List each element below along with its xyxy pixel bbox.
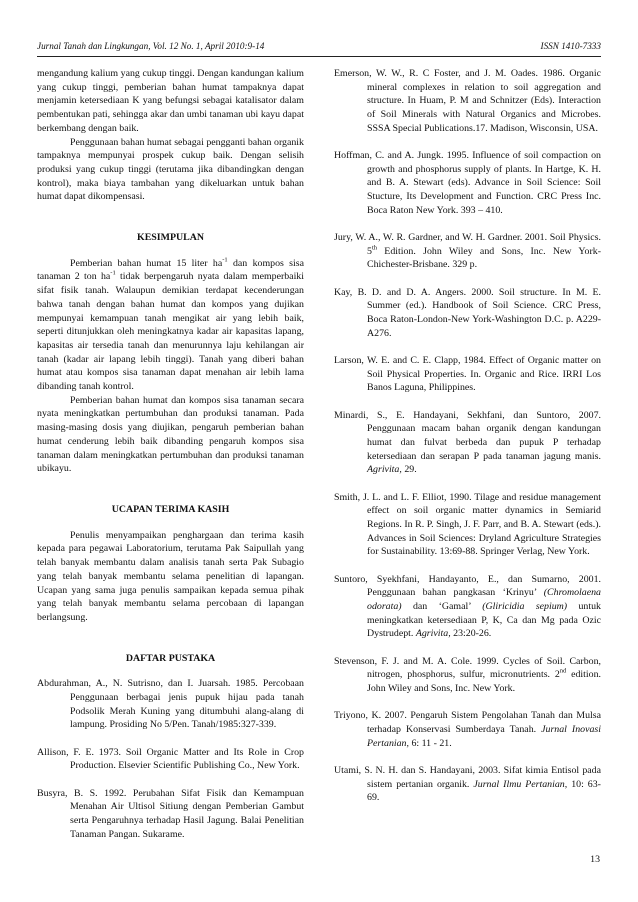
reference-entry: Kay, B. D. and D. A. Angers. 2000. Soil structure. In M. E. Summer (ed.). Handbook of Soil Science. CRC Press, Boca Raton-London-New York-Washington D.C. p. A229-A276. [334, 286, 601, 339]
spacer [37, 476, 304, 503]
reference-entry [334, 709, 601, 750]
text-run: Pemberian bahan humat 15 liter ha [70, 257, 223, 269]
spacer [37, 245, 304, 257]
header-rule [37, 56, 601, 57]
text-run: dan ‘Gamal’ [401, 601, 483, 612]
right-column [334, 67, 601, 818]
journal-name: Agrivita, [367, 464, 402, 476]
issn: ISSN 1410-7333 [540, 41, 601, 51]
text-run: Utami, S. N. H. dan S. Handayani, 2003. Sifat kimia Entisol pada sistem pertanian organik. [334, 764, 601, 790]
superscript: -1 [110, 270, 116, 278]
reference-entry: Larson, W. E. and C. E. Clapp, 1984. Effect of Organic matter on Soil Physical Properties. In. Organic and Rice. IRRI Los Banos Laguna, Philippines. [334, 354, 601, 394]
text-run: Minardi, S., E. Handayani, Sekhfani, dan Suntoro, 2007. Penggunaan macam bahan organik dengan kandungan humat dan fulvat berbeda dan pupuk P terhadap ketersediaan dan serapan P pada tanaman jagung manis. [334, 409, 601, 462]
reference-entry [334, 764, 601, 805]
section-heading-kesimpulan: KESIMPULAN [137, 232, 204, 244]
body-paragraph [37, 257, 304, 394]
journal-name: Jurnal Ilmu Pertanian, [473, 778, 568, 790]
reference-entry [334, 409, 601, 478]
text-run: 23:20-26. [450, 628, 492, 640]
text-run: Suntoro, Syekhfani, Handayanto, E., dan Sumarno, 2001. Penggunaan bahan pangkasan ‘Krinyu’ [334, 573, 601, 599]
text-run: untuk meningkatkan ketersediaan P, K, Ca dan Mg pada Ozic Dystrudept. [367, 601, 601, 640]
superscript: -1 [222, 256, 228, 264]
spacer [37, 517, 304, 529]
species-name: (Gliricidia sepium) [482, 601, 568, 612]
page-number: 13 [590, 854, 600, 865]
reference-entry [334, 573, 601, 642]
reference-entry: Smith, J. L. and L. F. Elliot, 1990. Tilage and residue management effect on soil organic matter dynamics in Semiarid Regions. In R. P. Singh, J. F. Parr, and B. A. Stewart (eds.). Advances in Soil Sciences: Dryland Agriculture Strategies for Sustainability. 13:69-88. Springer Verlag, New York. [334, 491, 601, 558]
journal-name: Jurnal Inovasi Pertanian, [367, 723, 601, 749]
reference-entry: Allison, F. E. 1973. Soil Organic Matter and Its Role in Crop Production. Elsevier Scientific Publishing Co., New York. [37, 746, 304, 772]
section-heading-daftar-pustaka: DAFTAR PUSTAKA [125, 652, 216, 664]
spacer [37, 625, 304, 652]
left-column [37, 67, 304, 855]
text-run: 10: 63-69. [367, 778, 601, 804]
text-run: Stevenson, F. J. and M. A. Cole. 1999. Cycles of Soil. Carbon, nitrogen, phosphorus, sulfur, micronutrients. 2 [334, 655, 601, 681]
section-heading-ucapan: UCAPAN TERIMA KASIH [111, 503, 230, 515]
species-name: (Chromolaena odorata) [367, 587, 601, 612]
superscript: th [371, 244, 377, 252]
body-paragraph: Pemberian bahan humat dan kompos sisa tanaman secara nyata meningkatkan pertumbuhan dan produksi tanaman. Pada masing-masing dosis yang diujikan, pengaruh pemberian bahan humat cenderung lebih baik dibanding pengaruh kompos sisa tanaman dalam meningkatkan pertumbuhan dan produksi tanaman ubikayu. [37, 394, 304, 475]
reference-entry [334, 231, 601, 272]
body-paragraph: Penggunaan bahan humat sebagai pengganti bahan organik tampaknya mempunyai prospek cukup baik. Dengan selisih produksi yang cukup tinggi (terutama jika dibandingkan dengan kontrol), maka biaya tambahan yang dikeluarkan untuk bahan humat dapat dikompensasi. [37, 136, 304, 203]
text-run: 29. [401, 464, 417, 476]
running-head [37, 41, 601, 55]
reference-entry: Emerson, W. W., R. C Foster, and J. M. Oades. 1986. Organic mineral complexes in relation to soil aggregation and structure. In Huam, P. M and Schnitzer (Eds). Interaction of Soil Minerals with Natural Organics and Microbes. SSSA Special Publications.17. Madison, Wisconsin, USA. [334, 68, 601, 134]
body-paragraph: Penulis menyampaikan penghargaan dan terima kasih kepada para pegawai Laboratorium, terutama Pak Saipullah yang telah banyak membantu dalam analisis tanah serta Pak Subagio yang telah banyak membantu selama penelitian di lapangan. Ucapan yang sama juga penulis sampaikan kepada semua pihak yang telah banyak membantu selama percobaan di lapangan berlangsung. [37, 529, 304, 623]
text-run: 6: 11 - 21. [408, 737, 452, 749]
spacer [37, 204, 304, 231]
journal-name: Agrivita, [415, 628, 451, 640]
text-run: edition. John Wiley and Sons, Inc. New York. [367, 669, 601, 695]
reference-entry: Busyra, B. S. 1992. Perubahan Sifat Fisik dan Kemampuan Menahan Air Ultisol Sitiung dengan Pemberian Gambut serta Pengaruhnya terhadap Hasil Jagung. Balai Penelitian Tanaman Pangan. Sukarame. [37, 787, 304, 840]
text-run: Triyono, K. 2007. Pengaruh Sistem Pengolahan Tanah dan Mulsa terhadap Konservasi Sumberdaya Tanah. [334, 710, 601, 735]
text-run: dan kompos sisa tanaman 2 ton ha [37, 257, 304, 283]
text-run: Edition. John Wiley and Sons, Inc. New York-Chichester-Brisbane. 329 p. [367, 245, 601, 271]
reference-entry: Abdurahman, A., N. Sutrisno, dan I. Juarsah. 1985. Percobaan Penggunaan berbagai jenis pupuk hijau pada tanah Podsolik Merah Kuning yang ditumbuhi alang-alang di lampung. Prosiding No 5/Pen. Tanah/1985:327-339. [37, 678, 304, 731]
journal-citation: Jurnal Tanah dan Lingkungan, Vol. 12 No. 1, April 2010:9-14 [37, 41, 265, 51]
text-run: Jury, W. A., W. R. Gardner, and W. H. Gardner. 2001. Soil Physics. 5 [334, 232, 601, 257]
text-run: tidak berpengaruh nyata dalam memperbaiki sifat fisik tanah. Walaupun demikian terdapat kecenderungan bahwa tanah dengan bahan humat dan kompos yang dujikan mempunyai kemampuan tanah mengikat air yang lebih baik, seperti ditunjukkan oleh meningkatnya kadar air kapasitas lapang, kapasitas air tersedia tanah dan menurunnya laju kehilangan air tanah (kadar air lapang lebih tinggi). Tanah yang diberi bahan humat atau kompos sisa tanaman dapat menahan air lebih lama dibanding tanah kontrol. [37, 271, 304, 393]
spacer [37, 665, 304, 677]
body-paragraph: mengandung kalium yang cukup tinggi. Dengan kandungan kalium yang cukup tinggi, pemberian bahan humat tampaknya dapat menjamin ketersediaan K yang befungsi sebagai katalisator dalam pembentukan pati, sehingga akar dan umbi tanaman ubi kayu dapat berkembang dengan baik. [37, 68, 304, 134]
reference-entry [334, 655, 601, 696]
reference-entry: Hoffman, C. and A. Jungk. 1995. Influence of soil compaction on growth and phosphorus supply of plants. In Hartge, K. H. and B. A. Stewart (eds). Advance in Soil Science: Soil Stucture, Its Development and Function. CRC Press Inc. Boca Raton New York. 393 – 410. [334, 150, 601, 216]
superscript: nd [559, 668, 567, 676]
